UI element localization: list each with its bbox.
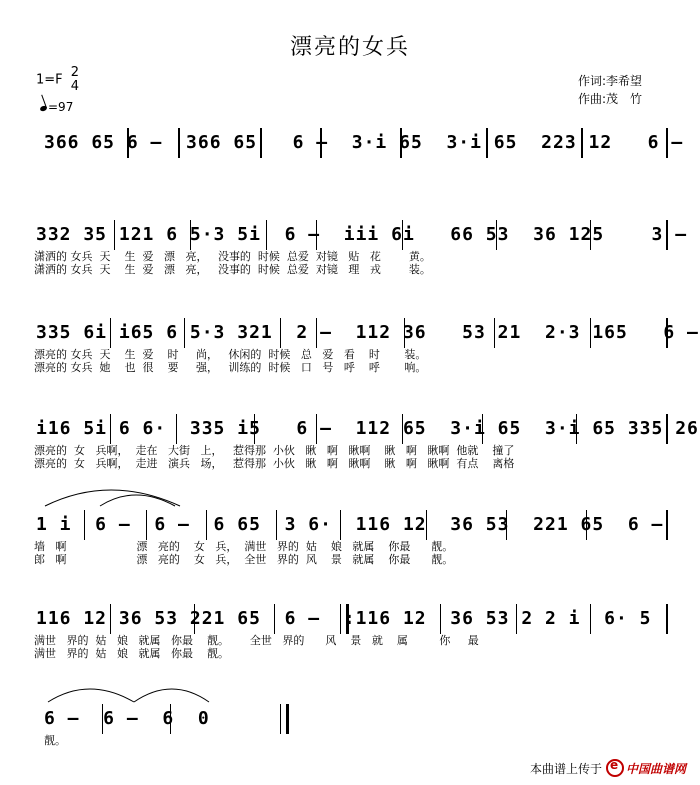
notation-line: i16 5i 6 6· 335 i5 6 – 112 65 3·i 65 3·i 65 335 26 (36, 418, 699, 439)
lyric-verse-1: 靓。 (44, 734, 66, 747)
lyric-verse-1: 满世 界的 姑 娘 就属 你最 靓。 全世 界的 风 景 就 属 你 最 (34, 634, 479, 647)
lyric-verse-1: 漂亮的 女 兵啊， 走在 大街 上， 惹得那 小伙 瞅 啊 瞅啊 瞅 啊 瞅啊 他就 撞了 (34, 444, 515, 457)
lyric-verse-2: 漂亮的 女兵 她 也 很 要 强， 训练的 时候 口 号 呼 呼 响。 (34, 361, 427, 374)
logo-text: 中国曲谱网 (625, 761, 686, 776)
composer: 作曲:茂 竹 (578, 92, 643, 106)
score-row-5 (30, 510, 670, 566)
score-row-1 (30, 128, 684, 162)
time-signature-top: 2 (70, 65, 80, 80)
time-signature (71, 66, 79, 94)
quarter-note-icon (39, 105, 47, 112)
notation-line: 6 – 6 – 6 0 (44, 708, 210, 729)
score-row-2 (30, 220, 688, 276)
slur-icon (40, 484, 190, 508)
score-row-7 (30, 704, 670, 747)
song-title: 漂亮的女兵 (289, 35, 410, 60)
tempo-marking (40, 100, 73, 114)
logo-icon (606, 759, 624, 777)
lyric-verse-2: 漂亮的 女 兵啊， 走进 演兵 场， 惹得那 小伙 瞅 啊 瞅啊 瞅 啊 瞅啊 有点 离格 (34, 457, 515, 470)
time-signature-bottom: 4 (70, 79, 80, 94)
notation-line: 335 6i i65 6 5·3 321 2 – 112 36 53 21 2·3 165 6 – (36, 322, 699, 343)
score-row-3 (30, 318, 699, 374)
lyric-verse-1: 漂亮的 女兵 天 生 爱 时 尚， 休闲的 时候 总 爱 看 时 装。 (34, 348, 427, 361)
lyric-verse-1: 墙 啊 漂 亮的 女 兵， 满世 界的 姑 娘 就属 你最 靓。 (34, 540, 454, 553)
notation-line: 116 12 36 53 221 65 6 – :116 12 36 53 2 2 i 6· 5 (36, 608, 652, 629)
site-logo[interactable] (606, 759, 686, 777)
tempo-value: =97 (48, 100, 74, 114)
lyric-verse-1: 潇洒的 女兵 天 生 爱 漂 亮， 没事的 时候 总爱 对镜 贴 花 黄。 (34, 250, 431, 263)
notation-line: 332 35 121 6 5·3 5i 6 – iii 6i 66 53 36 125 3 – (36, 224, 688, 245)
key-label: 1=F (36, 72, 63, 88)
score-row-4 (30, 414, 699, 470)
score-row-6 (30, 604, 670, 660)
lyric-verse-2: 满世 界的 姑 娘 就属 你最 靓。 (34, 647, 229, 660)
footer-text: 本曲谱上传于 (529, 761, 602, 776)
notation-line: 366 65 6 – 366 65 6 – 3·i 65 3·i 65 223 12 6 – (44, 132, 684, 153)
lyric-verse-2: 潇洒的 女兵 天 生 爱 漂 亮， 没事的 时候 总爱 对镜 理 戎 装。 (34, 263, 431, 276)
slur-icon (44, 682, 214, 704)
key-signature (36, 66, 79, 94)
credits (578, 72, 642, 108)
footer (530, 759, 686, 777)
lyricist: 作词:李希望 (578, 74, 643, 88)
lyric-verse-2: 郎 啊 漂 亮的 女 兵， 全世 界的 风 景 就属 你最 靓。 (34, 553, 454, 566)
notation-line: 1 i 6 – 6 – 6 65 3 6· 116 12 36 53 221 65 6 – (36, 514, 664, 535)
